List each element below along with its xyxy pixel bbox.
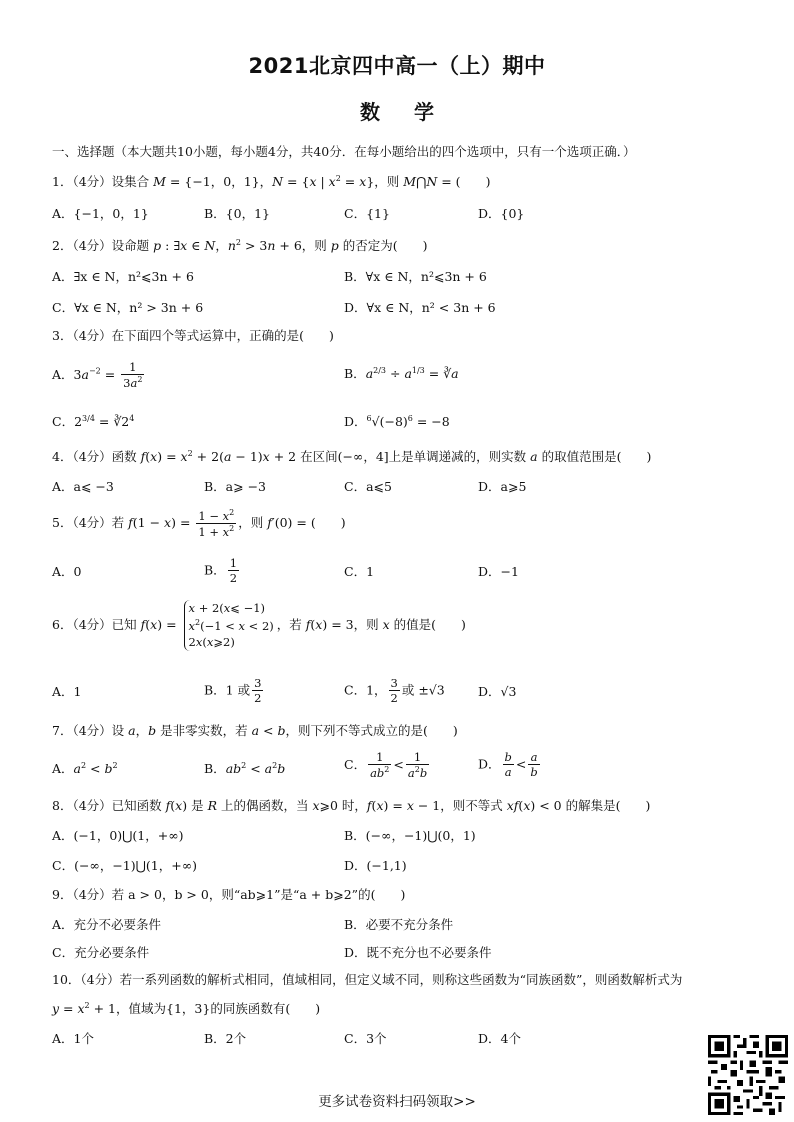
q2-option-a: A．∃x ∈ N，n²⩽3n + 6 (52, 269, 194, 284)
q10-option-c: C．3个 (344, 1031, 387, 1046)
q4-option-a: A．a⩽ −3 (52, 479, 114, 494)
question-1: 1．（4分）设集合 M = {−1，0，1}，N = {x | $x^2 = x$}，则 M⋂N = ( ) (52, 174, 491, 190)
question-5: 5．（4分）若 f(1 − x) = $\frac{1 - x^2}{1 + x^2}$ ，则 f′(0) = ( ) (52, 508, 346, 540)
q1-option-d: D．{0} (478, 206, 525, 221)
q4-option-d: D．a⩾5 (478, 479, 527, 494)
q9-option-c: C．充分必要条件 (52, 945, 150, 960)
q8-option-b: B．(−∞，−1)⋃(0，1) (344, 828, 476, 843)
q8-option-a: A．(−1，0)⋃(1，+∞) (52, 828, 184, 843)
q8-option-d: D．(−1,1) (344, 858, 407, 873)
q7-option-d: D． $\frac{b}{a}$ < $\frac{a}{b}$ (478, 750, 538, 780)
question-2: 2．（4分）设命题 p : ∃x ∈ N，$n^2 > 3n + 6$，则 p 的否定为( ) (52, 238, 428, 254)
q3-option-d: D．$^6√(-8)^6 = -8$ (344, 414, 450, 430)
question-10-line-1: 10．（4分）若一系列函数的解析式相同，值域相同，但定义域不同，则称这些函数为“同族函数”，则函数解析式为 (52, 972, 683, 987)
q3-option-a: A．$3a^{-2}$ = $\frac{1}{3a^2}$ (52, 360, 143, 391)
q2-option-d: D．∀x ∈ N，n² < 3n + 6 (344, 300, 496, 315)
footer-scan-link[interactable]: 更多试卷资料扫码领取>> (318, 1094, 476, 1110)
q10-option-b: B．2个 (204, 1031, 247, 1046)
page-title: 2021北京四中高一（上）期中 (248, 54, 546, 78)
q3-option-b: B．$a^{2/3} \div a^{1/3}$ = ∛a (344, 366, 459, 382)
question-7: 7．（4分）设 a，b 是非零实数，若 a < b，则下列不等式成立的是( ) (52, 723, 458, 738)
q9-option-a: A．充分不必要条件 (52, 917, 162, 932)
q1-option-a: A．{−1，0，1} (52, 206, 149, 221)
q9-option-d: D．既不充分也不必要条件 (344, 945, 492, 960)
q7-option-b: B．$ab^2 < a^2b$ (204, 761, 286, 777)
question-10-line-2: $y = x^2 + 1$，值域为{1，3}的同族函数有( ) (52, 1001, 321, 1017)
q5-option-a: A．0 (52, 564, 82, 579)
q9-option-b: B．必要不充分条件 (344, 917, 454, 932)
q6-option-d: D．√3 (478, 684, 517, 699)
q4-option-c: C．a⩽5 (344, 479, 392, 494)
q10-option-a: A．1个 (52, 1031, 94, 1046)
q1-option-c: C．{1} (344, 206, 390, 221)
q10-option-d: D．4个 (478, 1031, 521, 1046)
q7-option-c: C． $\frac{1}{ab^2}$ < $\frac{1}{a^2b}$ (344, 750, 428, 781)
question-6: 6．（4分）已知 f(x) = x + 2(x⩽ −1) $x^2(-1 < x < 2)$ 2x(x⩾2) ，若 f(x) = 3，则 x 的值是( ) (52, 601, 466, 650)
q5-option-d: D．−1 (478, 564, 519, 579)
q6-option-a: A．1 (52, 684, 82, 699)
q7-option-a: A．$a^2 < b^2$ (52, 761, 118, 777)
question-9: 9．（4分）若 a > 0，b > 0，则“ab⩾1”是“a + b⩾2”的( ) (52, 887, 406, 902)
q3-option-c: C．$2^{3/4}$ = $∛2^4$ (52, 414, 135, 430)
question-8: 8．（4分）已知函数 f(x) 是 R 上的偶函数，当 x⩾0 时，f(x) = x − 1，则不等式 xf(x) < 0 的解集是( ) (52, 798, 651, 813)
q8-option-c: C．(−∞，−1)⋃(1，+∞) (52, 858, 197, 873)
q5-option-b: B． $\frac{1}{2}$ (204, 556, 238, 586)
section-heading: 一、选择题（本大题共10小题，每小题4分，共40分．在每小题给出的四个选项中，只有一个选项正确．） (52, 144, 636, 159)
question-4: 4．（4分）函数 $f(x) = x^2 + 2(a - 1)x + 2$ 在区间(−∞，4]上是单调递减的，则实数 a 的取值范围是( ) (52, 449, 652, 465)
q5-option-c: C．1 (344, 564, 375, 579)
q4-option-b: B．a⩾ −3 (204, 479, 267, 494)
q2-option-c: C．∀x ∈ N，n² > 3n + 6 (52, 300, 204, 315)
question-3: 3．（4分）在下面四个等式运算中，正确的是( ) (52, 328, 334, 343)
q6-option-b: B．1 或 $\frac{3}{2}$ (204, 676, 262, 706)
subject-title: 数学 (360, 100, 468, 124)
q2-option-b: B．∀x ∈ N，n²⩽3n + 6 (344, 269, 487, 284)
q6-option-c: C．1， $\frac{3}{2}$ 或 ±√3 (344, 676, 445, 706)
q1-option-b: B．{0，1} (204, 206, 270, 221)
